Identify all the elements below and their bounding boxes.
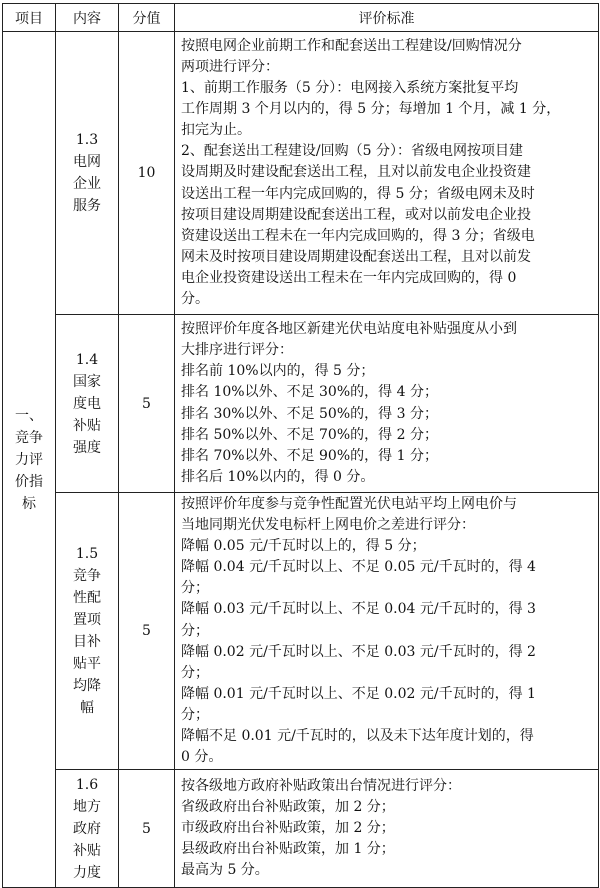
criteria-line: 扣完为止。 <box>181 122 251 139</box>
criteria-line: 按照评价年度各地区新建光伏电站度电补贴强度从小到 <box>181 321 517 338</box>
criteria-line: 2、配套送出工程建设/回购（5 分）：省级电网按项目建 <box>181 143 523 160</box>
evaluation-table <box>2 3 599 888</box>
header-score: 分值 <box>119 4 175 32</box>
criteria-line: 大排序进行评分： <box>181 342 293 359</box>
item-score: 10 <box>119 32 175 315</box>
item-name-cell <box>56 32 119 315</box>
criteria-line: 电企业投资建设送出工程未在一年内完成回购的，得 0 <box>181 269 517 286</box>
criteria-line: 降幅 0.01 元/千瓦时以上、不足 0.02 元/千瓦时的，得 1 <box>181 685 536 702</box>
criteria-line: 分； <box>181 580 209 597</box>
criteria-line: 按项目建设周期建设配套送出工程，或对以前发电企业投 <box>181 206 531 223</box>
criteria-line: 按照电网企业前期工作和配套送出工程建设/回购情况分 <box>181 37 522 54</box>
criteria-line: 分。 <box>181 291 209 308</box>
header-content: 内容 <box>56 4 119 32</box>
item-score: 5 <box>119 493 175 770</box>
criteria-line: 降幅 0.04 元/千瓦时以上、不足 0.05 元/千瓦时的，得 4 <box>181 559 536 576</box>
criteria-line: 设周期及时建设配套送出工程，且对以前发电企业投资建 <box>181 164 531 181</box>
criteria-line: 排名 30%以外、不足 50%的，得 3 分； <box>181 405 438 422</box>
table-row <box>3 493 599 770</box>
criteria-line: 排名 10%以外、不足 30%的，得 4 分； <box>181 384 438 401</box>
category-cell <box>3 32 56 888</box>
criteria-line: 分； <box>181 622 209 639</box>
item-name-cell <box>56 770 119 888</box>
criteria-line: 排名 50%以外、不足 70%的，得 2 分； <box>181 426 438 443</box>
item-name: 1.5竞争性配置项目补贴平均降幅 <box>72 546 101 717</box>
criteria-line: 降幅不足 0.01 元/千瓦时的，以及未下达年度计划的，得 <box>181 728 534 745</box>
item-score: 5 <box>119 315 175 493</box>
criteria-line: 最高为 5 分。 <box>181 862 269 879</box>
criteria-line: 设送出工程一年内完成回购的，得 5 分；省级电网未及时 <box>181 185 535 202</box>
item-criteria <box>175 770 599 888</box>
header-project: 项目 <box>3 4 56 32</box>
item-name: 1.6地方政府补贴力度 <box>72 776 101 881</box>
criteria-line: 省级政府出台补贴政策，加 2 分； <box>181 799 395 816</box>
criteria-line: 按照评价年度参与竞争性配置光伏电站平均上网电价与 <box>181 496 517 512</box>
criteria-line: 市级政府出台补贴政策，加 2 分； <box>181 820 395 837</box>
criteria-line: 县级政府出台补贴政策，加 1 分； <box>181 841 395 858</box>
criteria-line: 排名 70%以外、不足 90%的，得 1 分； <box>181 447 438 464</box>
item-name: 1.3电网企业服务 <box>72 132 101 214</box>
criteria-line: 按各级地方政府补贴政策出台情况进行评分： <box>181 777 461 794</box>
item-name: 1.4国家度电补贴强度 <box>72 351 101 456</box>
criteria-line: 降幅 0.05 元/千瓦时以上的，得 5 分； <box>181 538 426 555</box>
header-criteria: 评价标准 <box>175 4 599 32</box>
criteria-line: 资建设送出工程未在一年内完成回购的，得 3 分；省级电 <box>181 227 535 244</box>
criteria-line: 1、前期工作服务（5 分）：电网接入系统方案批复平均 <box>181 80 519 97</box>
criteria-line: 工作周期 3 个月以内的，得 5 分；每增加 1 个月，减 1 分， <box>181 101 561 118</box>
criteria-line: 当地同期光伏发电标杆上网电价之差进行评分： <box>181 517 475 534</box>
criteria-line: 两项进行评分： <box>181 58 279 75</box>
table-row <box>3 32 599 315</box>
criteria-line: 分； <box>181 664 209 681</box>
table-row <box>3 770 599 888</box>
criteria-line: 0 分。 <box>181 749 223 766</box>
criteria-line: 网未及时按项目建设周期建设配套送出工程，且对以前发 <box>181 248 531 265</box>
item-name-cell <box>56 493 119 770</box>
table-row <box>3 315 599 493</box>
item-criteria <box>175 493 599 770</box>
criteria-line: 排名后 10%以内的，得 0 分。 <box>181 468 375 485</box>
item-score: 5 <box>119 770 175 888</box>
criteria-line: 排名前 10%以内的，得 5 分； <box>181 363 375 380</box>
criteria-line: 降幅 0.03 元/千瓦时以上、不足 0.04 元/千瓦时的，得 3 <box>181 601 536 618</box>
criteria-line: 分； <box>181 706 209 723</box>
item-criteria <box>175 32 599 315</box>
header-row <box>3 4 599 32</box>
criteria-line: 降幅 0.02 元/千瓦时以上、不足 0.03 元/千瓦时的，得 2 <box>181 643 536 660</box>
item-name-cell <box>56 315 119 493</box>
category-label: 一、竞争力评价指标 <box>14 407 43 512</box>
item-criteria <box>175 315 599 493</box>
